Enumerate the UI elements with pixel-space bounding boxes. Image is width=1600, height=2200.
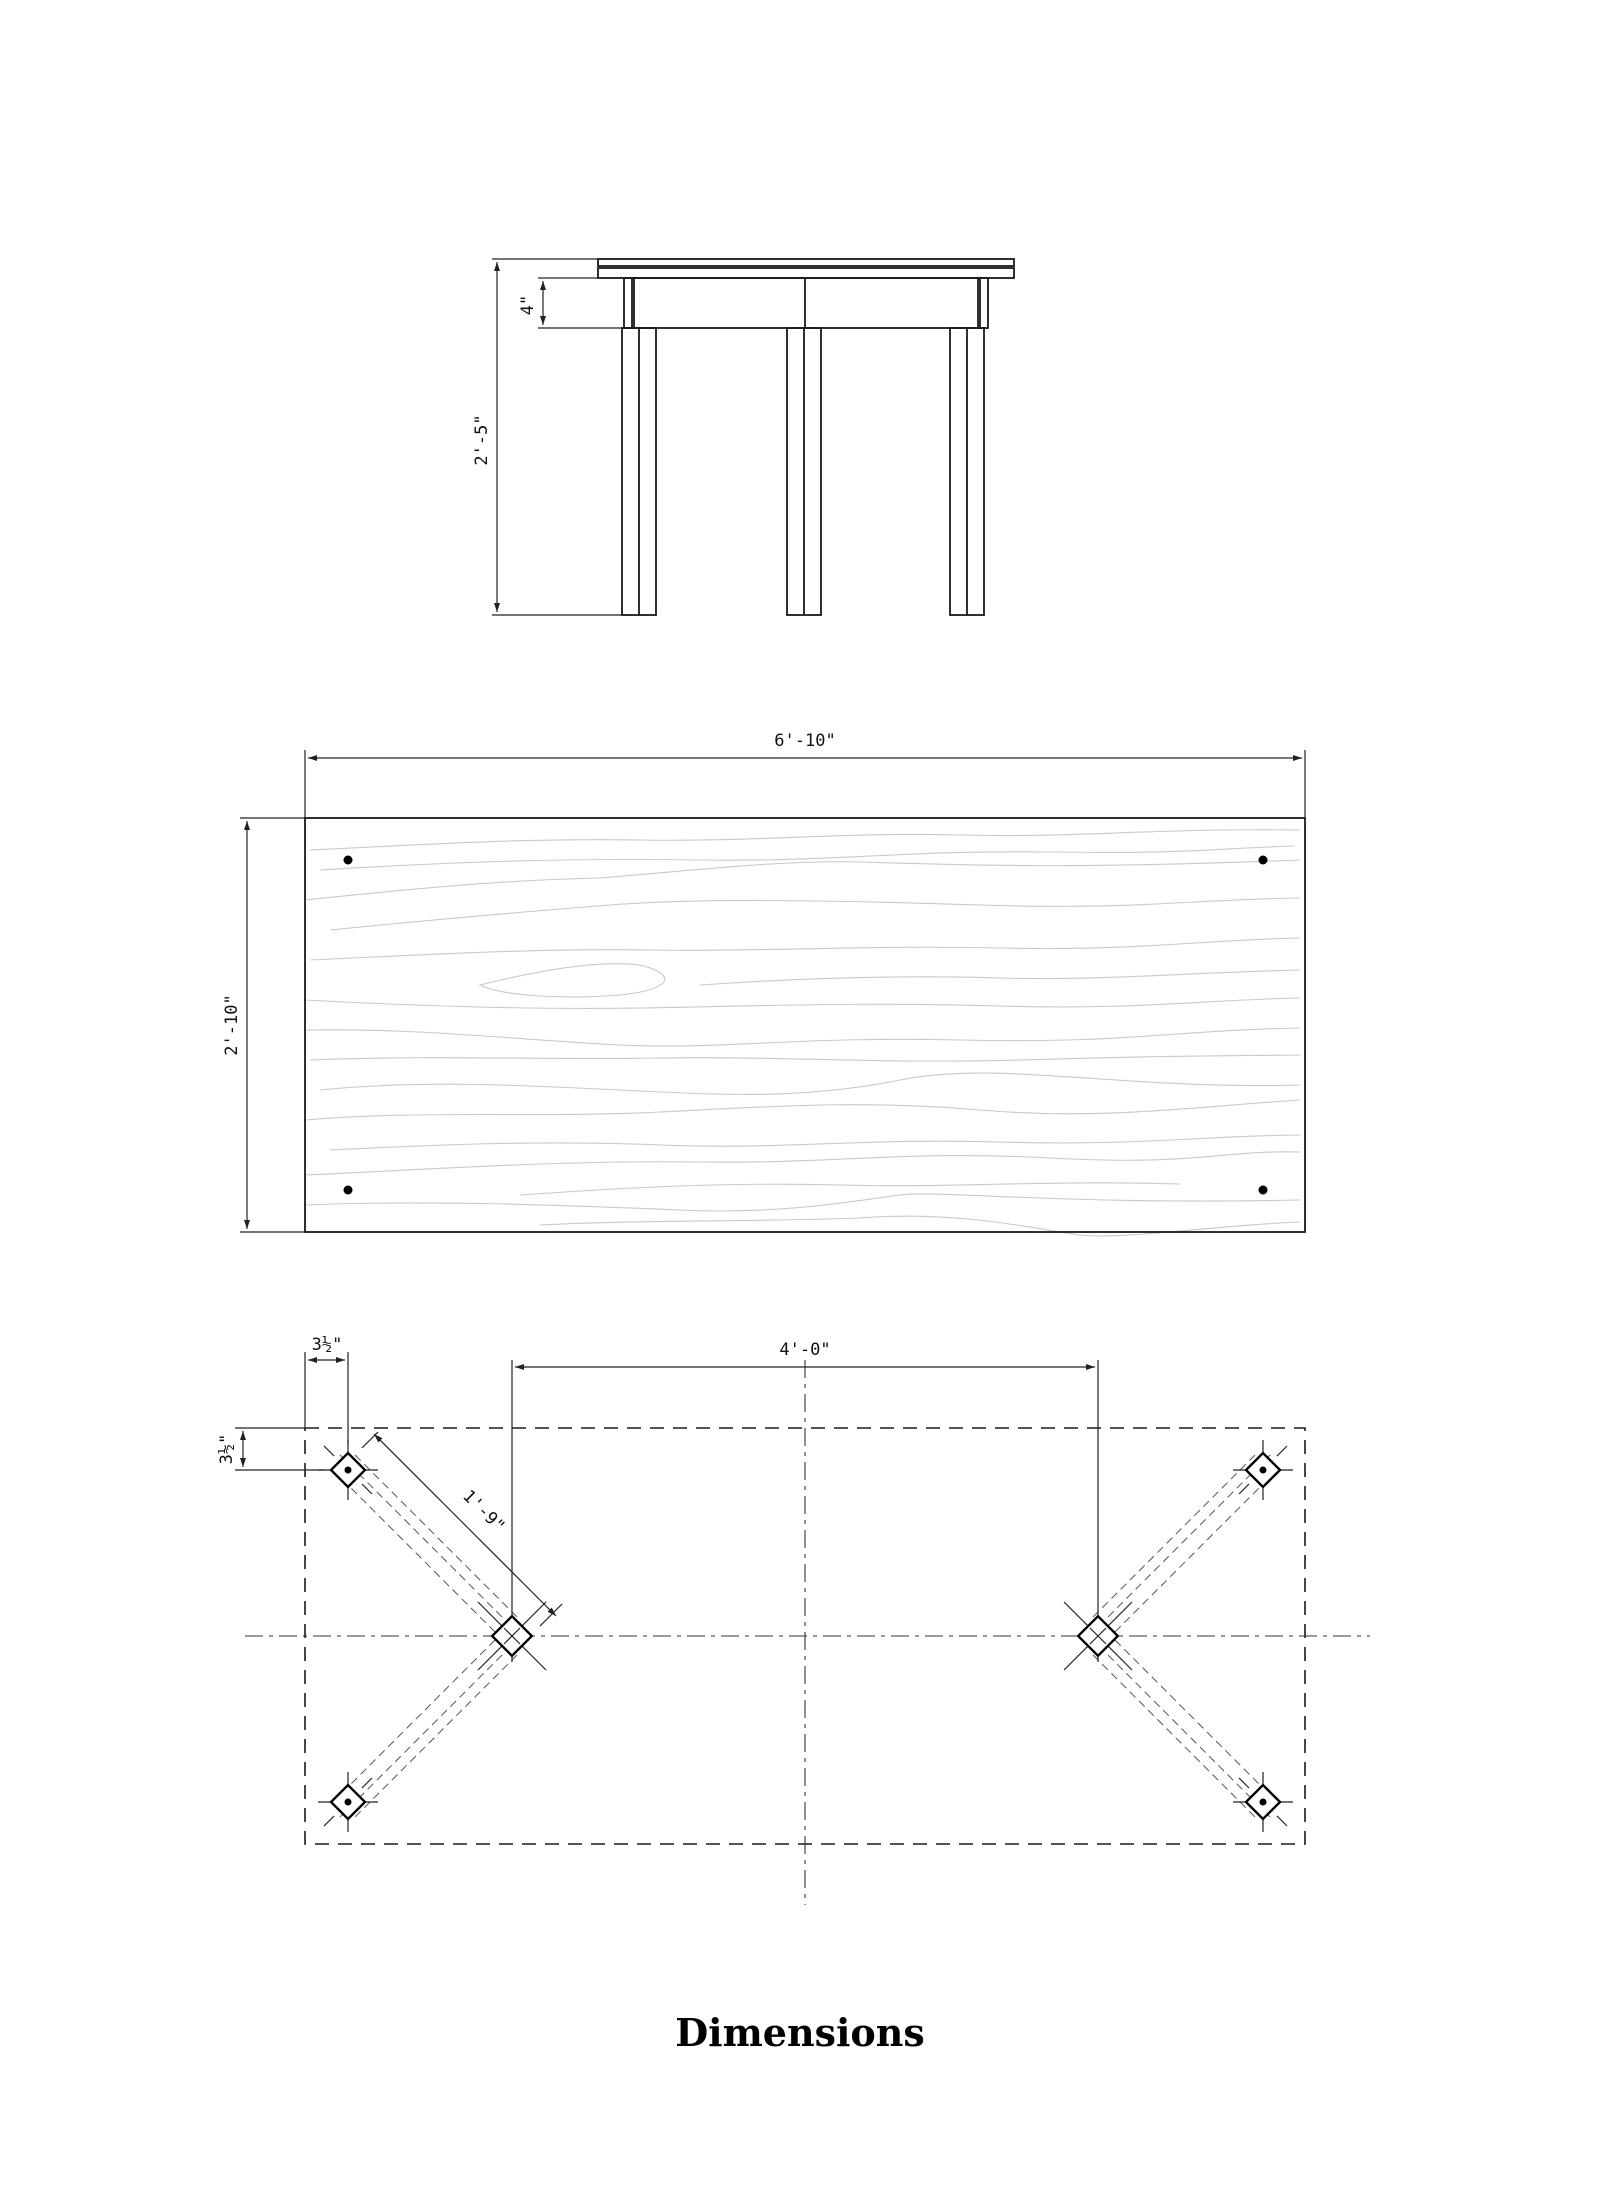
- leg-center: [787, 328, 821, 615]
- leg-offset-x-label: 3½": [311, 1335, 343, 1355]
- leg-marker: [318, 1772, 378, 1832]
- hub-spacing-label: 4'-0": [779, 1340, 831, 1360]
- leg-offset-y-dimension: [217, 1428, 325, 1470]
- tabletop-plan: [305, 818, 1305, 1232]
- apron-height-dimension: [518, 278, 630, 328]
- top-plan: [222, 731, 1305, 1236]
- overall-height-dimension: [472, 259, 622, 615]
- tabletop-lower: [598, 268, 1014, 278]
- overall-height-label: 2'-5": [472, 414, 492, 466]
- brace-left-lower: [333, 1640, 517, 1817]
- fastener-dot: [1259, 856, 1268, 865]
- leg-marker: [318, 1440, 378, 1500]
- brace-right-lower: [1093, 1640, 1277, 1817]
- page-title: Dimensions: [675, 2010, 925, 2055]
- leg-left: [622, 328, 656, 615]
- length-label: 6'-10": [774, 731, 836, 751]
- leg-offset-y-label: 3½": [217, 1433, 237, 1465]
- leg-right: [950, 328, 984, 615]
- width-label: 2'-10": [222, 994, 242, 1056]
- tabletop-upper: [598, 259, 1014, 266]
- apron-height-label: 4": [518, 294, 538, 316]
- width-dimension: [222, 818, 305, 1232]
- fastener-dot: [344, 1186, 353, 1195]
- leg-marker: [1233, 1440, 1293, 1500]
- length-dimension: [305, 731, 1305, 818]
- base-plan: [217, 1335, 1370, 1905]
- brace-left-upper: [333, 1455, 517, 1632]
- brace-right-upper: [1093, 1455, 1277, 1632]
- apron: [632, 278, 980, 328]
- wood-grain: [305, 830, 1300, 1236]
- fastener-dot: [344, 856, 353, 865]
- leg-marker: [1233, 1772, 1293, 1832]
- fastener-dot: [1259, 1186, 1268, 1195]
- brace-length-label: 1'-9": [458, 1486, 509, 1537]
- side-elevation: [472, 259, 1014, 615]
